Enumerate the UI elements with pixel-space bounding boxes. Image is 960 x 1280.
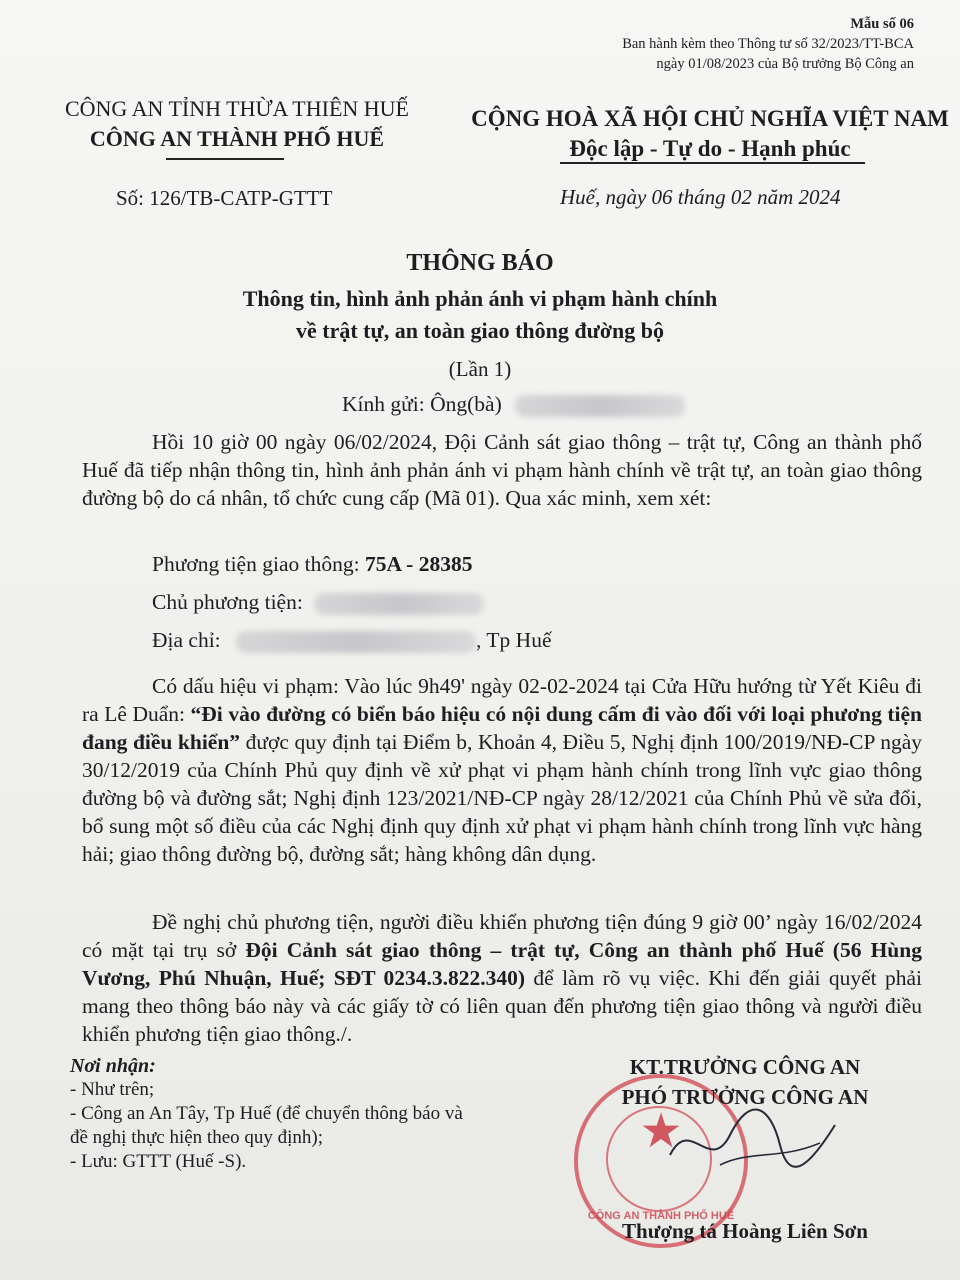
intro-text: Hồi 10 giờ 00 ngày 06/02/2024, Đội Cảnh sát giao thông – trật tự, Công an thành phố Huế đã tiếp nhận thông tin, hình ảnh phản ánh vi phạm hành chính về trật tự, an toàn giao thông đường bộ do cá nhân, tổ chức cung cấp (Mã 01). Qua xác minh, xem xét: <box>82 430 922 510</box>
request-lead: Đề nghị chủ phương tiện, người điều khiển phương tiện đúng 9 giờ 00’ ngày 16/02/2024 có mặt tại trụ sở <box>82 910 922 962</box>
place-date: Huế, ngày 06 tháng 02 năm 2024 <box>560 185 841 209</box>
form-number: Mẫu số 06 <box>850 16 914 32</box>
intro-paragraph <box>82 428 922 512</box>
request-bold: Đội Cảnh sát giao thông – trật tự, Công an thành phố Huế (56 Hùng Vương, Phú Nhuận, Huế; SĐT 0234.3.822.340) <box>82 938 922 990</box>
stamp-text: CÔNG AN THÀNH PHỐ HUẾ <box>587 1210 735 1222</box>
notice-subtitle-1: Thông tin, hình ảnh phản ánh vi phạm hành chính <box>242 286 718 311</box>
vehicle-label: Phương tiện giao thông: <box>152 552 360 576</box>
nation-name: CỘNG HOÀ XÃ HỘI CHỦ NGHĨA VIỆT NAM <box>471 106 949 131</box>
violation-rest: được quy định tại Điểm b, Khoản 4, Điều 5, Nghị định 100/2019/NĐ-CP ngày 30/12/2019 của Chính Phủ quy định về xử phạt vi phạm hành chính trong lĩnh vực giao thông đường bộ và đường sắt; Nghị định 123/2021/NĐ-CP ngày 28/12/2021 của Chính Phủ về sửa đổi, bổ sung một số điều của các Nghị định quy định xử phạt vi phạm hành chính trong lĩnh vực hàng hải; giao thông đường bộ, đường sắt; hàng không dân dụng. <box>82 730 922 866</box>
owner-line <box>152 590 484 615</box>
address-label: Địa chỉ: <box>152 628 221 652</box>
form-issued-date: ngày 01/08/2023 của Bộ trưởng Bộ Công an <box>656 56 914 72</box>
recipients-heading: Nơi nhận: <box>70 1055 156 1077</box>
motto-underline <box>560 162 865 164</box>
request-rest: để làm rõ vụ việc. Khi đến giải quyết phải mang theo thông báo này và các giấy tờ có liên quan đến phương tiện giao thông và người điều khiển phương tiện giao thông./. <box>82 966 922 1046</box>
star-icon: ★ <box>639 1105 683 1158</box>
agency-name: CÔNG AN THÀNH PHỐ HUẾ <box>89 126 385 151</box>
recipients-line-3: đề nghị thực hiện theo quy định); <box>70 1127 324 1148</box>
redacted-owner <box>314 593 484 615</box>
redacted-address <box>236 631 476 653</box>
notice-title: THÔNG BÁO <box>406 250 554 276</box>
agency-underline <box>166 158 284 160</box>
violation-lead: Có dấu hiệu vi phạm: Vào lúc 9h49' ngày 02-02-2024 tại Cửa Hữu hướng từ Yết Kiêu đi ra Lê Duẩn: <box>82 674 922 726</box>
recipient-line <box>342 392 685 417</box>
violation-paragraph <box>82 672 922 868</box>
violation-bold: “Đi vào đường có biển báo hiệu có nội dung cấm đi vào đối với loại phương tiện đang điều khiển” <box>82 702 922 754</box>
handwritten-signature <box>660 1095 850 1185</box>
agency-parent: CÔNG AN TỈNH THỪA THIÊN HUẾ <box>64 96 409 121</box>
signature-role-2: PHÓ TRƯỞNG CÔNG AN <box>621 1085 869 1109</box>
recipient-label: Kính gửi: Ông(bà) <box>342 392 502 416</box>
notice-occurrence: (Lần 1) <box>448 357 512 381</box>
recipients-block <box>70 1054 463 1174</box>
signer-name: Thượng tá Hoàng Liên Sơn <box>622 1219 868 1243</box>
form-issued-by: Ban hành kèm theo Thông tư số 32/2023/TT-BCA <box>622 36 914 52</box>
address-line <box>152 628 552 653</box>
signature-role-1: KT.TRƯỞNG CÔNG AN <box>629 1055 861 1079</box>
owner-label: Chủ phương tiện: <box>152 590 303 614</box>
nation-motto: Độc lập - Tự do - Hạnh phúc <box>569 136 851 161</box>
vehicle-plate: 75A - 28385 <box>364 552 473 576</box>
notice-subtitle-2: về trật tự, an toàn giao thông đường bộ <box>295 318 664 343</box>
request-paragraph <box>82 908 922 1048</box>
address-tail: , Tp Huế <box>476 628 552 652</box>
nation-header <box>460 104 960 164</box>
recipients-line-2: - Công an An Tây, Tp Huế (để chuyển thông báo và <box>70 1103 463 1124</box>
recipients-line-1: - Như trên; <box>70 1079 155 1100</box>
form-header <box>622 14 914 74</box>
doc-number: Số: 126/TB-CATP-GTTT <box>116 186 333 210</box>
vehicle-line <box>152 552 472 577</box>
recipients-line-4: - Lưu: GTTT (Huế -S). <box>70 1151 247 1172</box>
redacted-name <box>515 395 685 417</box>
agency-header <box>52 94 422 154</box>
